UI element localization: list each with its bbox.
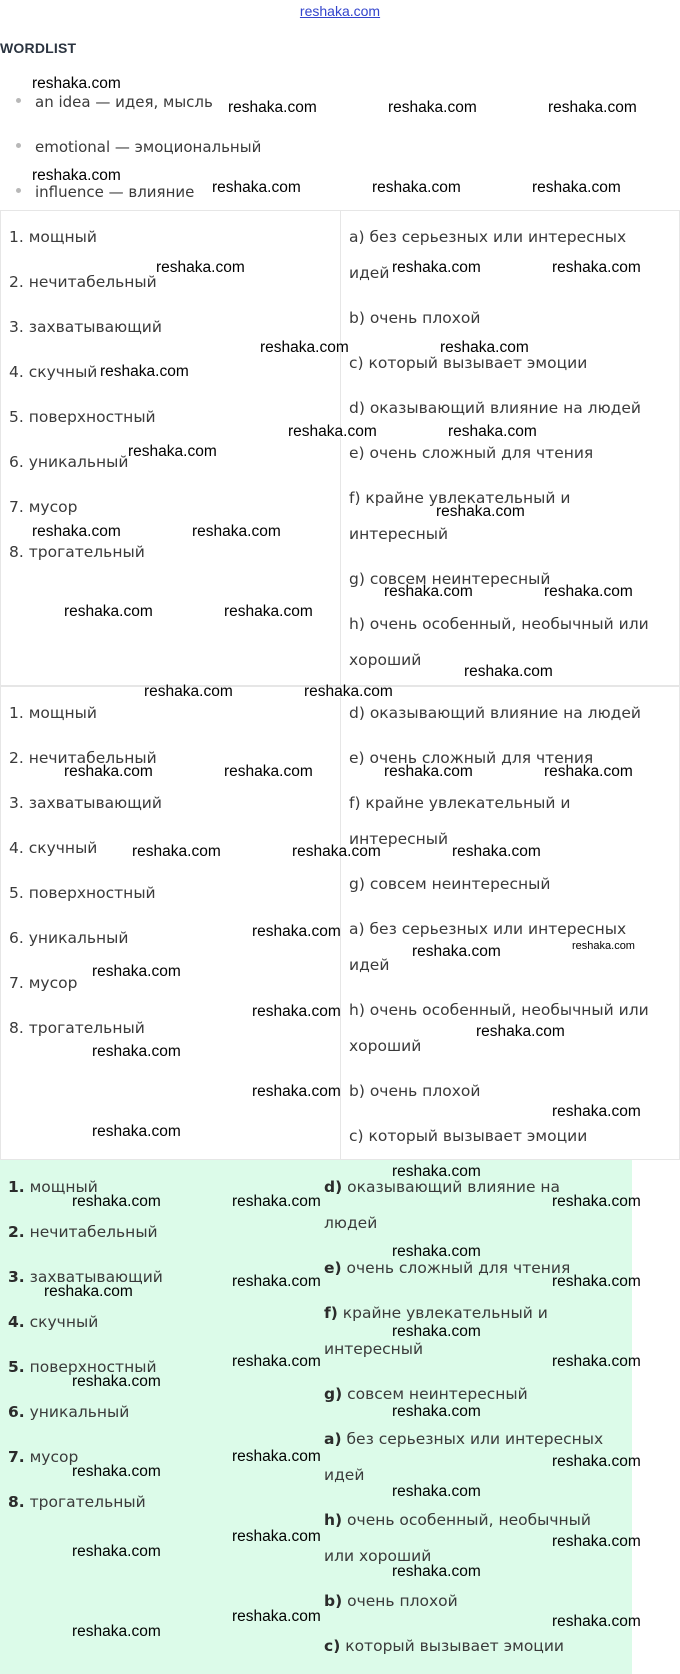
answer-number: 1. <box>8 1178 25 1196</box>
watermark: reshaka.com <box>128 443 217 460</box>
watermark: reshaka.com <box>392 1483 481 1500</box>
watermark: reshaka.com <box>32 167 121 184</box>
watermark: reshaka.com <box>228 99 317 116</box>
answer-left-item <box>8 1484 146 1520</box>
watermark: reshaka.com <box>32 523 121 540</box>
wordlist-item <box>16 138 261 156</box>
watermark: reshaka.com <box>72 1623 161 1640</box>
watermark: reshaka.com <box>384 763 473 780</box>
table-cell: c) который вызывает эмоции <box>349 1127 588 1145</box>
watermark: reshaka.com <box>132 843 221 860</box>
watermark: reshaka.com <box>232 1608 321 1625</box>
table-cell: 6. уникальный <box>9 929 129 947</box>
watermark: reshaka.com <box>552 1613 641 1630</box>
watermark: reshaka.com <box>224 603 313 620</box>
watermark: reshaka.com <box>156 259 245 276</box>
answer-number: 5. <box>8 1358 25 1376</box>
watermark: reshaka.com <box>232 1273 321 1290</box>
watermark: reshaka.com <box>552 1533 641 1550</box>
answer-left-item <box>8 1214 158 1250</box>
wordlist-item-text: an idea — идея, мысль <box>35 93 213 111</box>
answer-text: который вызывает эмоции <box>340 1637 565 1655</box>
answer-left-item <box>8 1394 129 1430</box>
answer-text: очень сложный для чтения <box>341 1259 571 1277</box>
table-cell: идей <box>349 956 390 974</box>
watermark: reshaka.com <box>552 1103 641 1120</box>
table-cell: 5. поверхностный <box>9 884 156 902</box>
watermark: reshaka.com <box>72 1193 161 1210</box>
answer-text: мощный <box>24 1178 98 1196</box>
table-cell: 4. скучный <box>9 839 98 857</box>
watermark: reshaka.com <box>252 1003 341 1020</box>
watermark: reshaka.com <box>452 843 541 860</box>
table-cell: e) очень сложный для чтения <box>349 444 594 462</box>
table-cell: 2. нечитабельный <box>9 749 157 767</box>
watermark: reshaka.com <box>552 1273 641 1290</box>
answer-block <box>0 1160 632 1674</box>
table-cell: идей <box>349 264 390 282</box>
watermark: reshaka.com <box>392 1163 481 1180</box>
table-cell: f) крайне увлекательный и <box>349 794 571 812</box>
wordlist-item <box>16 183 194 201</box>
wordlist-item-text: emotional — эмоциональный <box>35 138 262 156</box>
answer-letter: f) <box>324 1304 338 1322</box>
watermark: reshaka.com <box>440 339 529 356</box>
bullet-icon <box>16 98 21 103</box>
watermark: reshaka.com <box>252 923 341 940</box>
watermark: reshaka.com <box>100 363 189 380</box>
watermark: reshaka.com <box>72 1373 161 1390</box>
watermark: reshaka.com <box>392 1563 481 1580</box>
watermark: reshaka.com <box>552 1193 641 1210</box>
answer-text: очень особенный, необычный <box>342 1511 591 1529</box>
answer-right-item <box>324 1421 624 1457</box>
watermark: reshaka.com <box>64 603 153 620</box>
table-cell: 4. скучный <box>9 363 98 381</box>
answer-right-item <box>324 1628 624 1664</box>
table-cell: b) очень плохой <box>349 309 481 327</box>
watermark: reshaka.com <box>64 763 153 780</box>
watermark: reshaka.com <box>292 843 381 860</box>
answer-text: захватывающий <box>24 1268 163 1286</box>
watermark: reshaka.com <box>544 763 633 780</box>
site-link[interactable]: reshaka.com <box>299 3 381 19</box>
watermark: reshaka.com <box>572 940 635 952</box>
table-cell: h) очень особенный, необычный или <box>349 1001 649 1019</box>
watermark: reshaka.com <box>392 1243 481 1260</box>
watermark: reshaka.com <box>372 179 461 196</box>
table-cell: хороший <box>349 1037 422 1055</box>
watermark: reshaka.com <box>288 423 377 440</box>
answer-text: оказывающий влияние на <box>342 1178 561 1196</box>
watermark: reshaka.com <box>392 259 481 276</box>
watermark: reshaka.com <box>532 179 621 196</box>
watermark: reshaka.com <box>464 663 553 680</box>
watermark: reshaka.com <box>44 1283 133 1300</box>
table-cell: 6. уникальный <box>9 453 129 471</box>
table-cell: a) без серьезных или интересных <box>349 228 627 246</box>
watermark: reshaka.com <box>392 1403 481 1420</box>
watermark: reshaka.com <box>232 1528 321 1545</box>
answer-number: 3. <box>8 1268 25 1286</box>
answer-letter: b) <box>324 1592 343 1610</box>
answer-text: совсем неинтересный <box>342 1385 528 1403</box>
table-cell: f) крайне увлекательный и <box>349 489 571 507</box>
watermark: reshaka.com <box>544 583 633 600</box>
bullet-icon <box>16 188 21 193</box>
watermark: reshaka.com <box>448 423 537 440</box>
answer-number: 8. <box>8 1493 25 1511</box>
watermark: reshaka.com <box>552 1353 641 1370</box>
answer-letter: c) <box>324 1637 341 1655</box>
table-cell: 1. мощный <box>9 228 97 246</box>
watermark: reshaka.com <box>72 1463 161 1480</box>
answer-text: интересный <box>324 1340 424 1358</box>
table-cell: 3. захватывающий <box>9 318 162 336</box>
watermark: reshaka.com <box>32 75 121 92</box>
answer-text: скучный <box>24 1313 99 1331</box>
table-cell: h) очень особенный, необычный или <box>349 615 649 633</box>
watermark: reshaka.com <box>392 1323 481 1340</box>
watermark: reshaka.com <box>92 963 181 980</box>
table-cell: d) оказывающий влияние на людей <box>349 704 641 722</box>
table-cell: e) очень сложный для чтения <box>349 749 594 767</box>
answer-number: 4. <box>8 1313 25 1331</box>
table-cell: 3. захватывающий <box>9 794 162 812</box>
answer-text: поверхностный <box>24 1358 157 1376</box>
answer-letter: h) <box>324 1511 343 1529</box>
answer-left-item <box>8 1304 98 1340</box>
watermark: reshaka.com <box>212 179 301 196</box>
answer-number: 6. <box>8 1403 25 1421</box>
answer-letter: g) <box>324 1385 343 1403</box>
table-cell: g) совсем неинтересный <box>349 875 551 893</box>
table-cell: b) очень плохой <box>349 1082 481 1100</box>
answer-text: крайне увлекательный и <box>337 1304 548 1322</box>
table-cell: c) который вызывает эмоции <box>349 354 588 372</box>
watermark: reshaka.com <box>476 1023 565 1040</box>
watermark: reshaka.com <box>412 943 501 960</box>
wordlist-item <box>16 93 213 111</box>
table-cell: интересный <box>349 830 449 848</box>
answer-letter: a) <box>324 1430 342 1448</box>
table-cell: d) оказывающий влияние на людей <box>349 399 641 417</box>
answer-left-item <box>8 1439 78 1475</box>
watermark: reshaka.com <box>224 763 313 780</box>
watermark: reshaka.com <box>304 683 393 700</box>
wordlist-item-text: influence — влияние <box>35 183 195 201</box>
watermark: reshaka.com <box>388 99 477 116</box>
watermark: reshaka.com <box>552 1453 641 1470</box>
answer-text: трогательный <box>24 1493 146 1511</box>
table-cell: a) без серьезных или интересных <box>349 920 627 938</box>
watermark: reshaka.com <box>92 1043 181 1060</box>
table-cell: 7. мусор <box>9 498 78 516</box>
watermark: reshaka.com <box>260 339 349 356</box>
wordlist-heading: WORDLIST <box>0 40 77 56</box>
table-cell: 7. мусор <box>9 974 78 992</box>
answer-text: нечитабельный <box>24 1223 158 1241</box>
watermark: reshaka.com <box>144 683 233 700</box>
watermark: reshaka.com <box>192 523 281 540</box>
answer-letter: d) <box>324 1178 343 1196</box>
answer-text: очень плохой <box>342 1592 458 1610</box>
answer-number: 7. <box>8 1448 25 1466</box>
watermark: reshaka.com <box>548 99 637 116</box>
answer-number: 2. <box>8 1223 25 1241</box>
watermark: reshaka.com <box>232 1448 321 1465</box>
watermark: reshaka.com <box>72 1543 161 1560</box>
table-cell: хороший <box>349 651 422 669</box>
answer-text: идей <box>324 1466 365 1484</box>
answer-letter: e) <box>324 1259 342 1277</box>
table-cell: 2. нечитабельный <box>9 273 157 291</box>
answer-text: уникальный <box>24 1403 130 1421</box>
watermark: reshaka.com <box>232 1353 321 1370</box>
answer-text: или хороший <box>324 1547 432 1565</box>
table-cell: 8. трогательный <box>9 543 145 561</box>
table-cell: 5. поверхностный <box>9 408 156 426</box>
table-cell: 1. мощный <box>9 704 97 722</box>
answer-text: мусор <box>24 1448 79 1466</box>
bullet-icon <box>16 143 21 148</box>
answer-text: людей <box>324 1214 378 1232</box>
table-cell: интересный <box>349 525 449 543</box>
table-cell: 8. трогательный <box>9 1019 145 1037</box>
table-cell: g) совсем неинтересный <box>349 570 551 588</box>
watermark: reshaka.com <box>92 1123 181 1140</box>
column-divider <box>340 211 341 685</box>
watermark: reshaka.com <box>232 1193 321 1210</box>
watermark: reshaka.com <box>252 1083 341 1100</box>
watermark: reshaka.com <box>384 583 473 600</box>
answer-text: без серьезных или интересных <box>341 1430 604 1448</box>
watermark: reshaka.com <box>552 259 641 276</box>
watermark: reshaka.com <box>436 503 525 520</box>
